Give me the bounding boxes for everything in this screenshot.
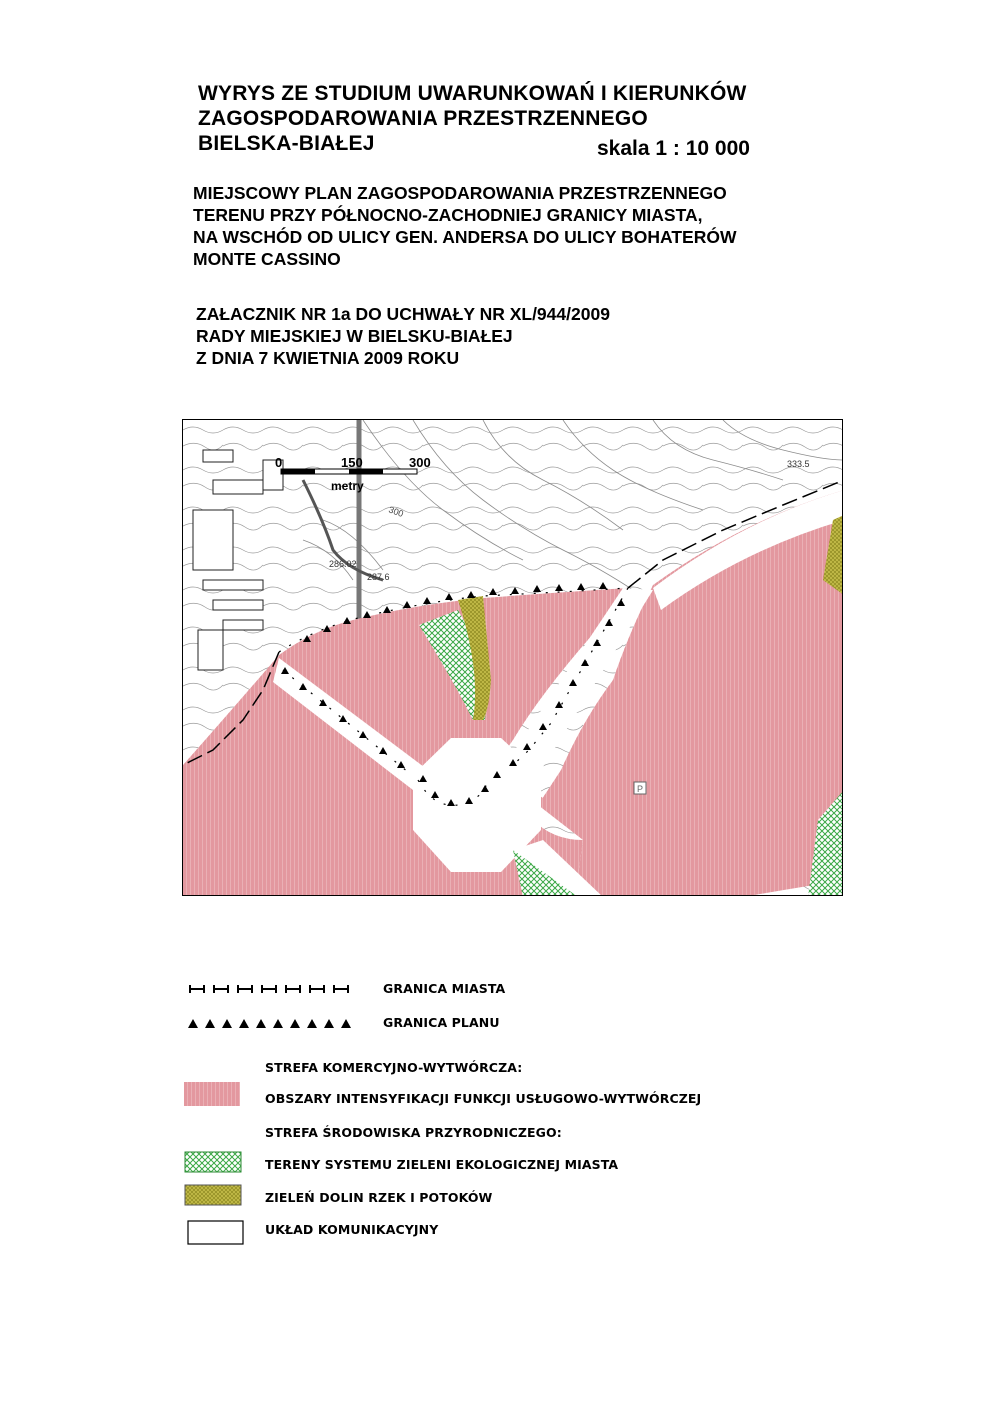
legend-road-system (184, 1219, 944, 1247)
river-green-swatch (184, 1184, 242, 1206)
plan-line-3: NA WSCHÓD OD ULICY GEN. ANDERSA DO ULICY BOHATERÓW (193, 227, 737, 247)
annex-line-3: Z DNIA 7 KWIETNIA 2009 ROKU (196, 348, 460, 368)
legend-label-commercial-area: OBSZARY INTENSYFIKACJI FUNKCJI USŁUGOWO-WYTWÓRCZEJ (265, 1091, 702, 1106)
city-boundary-symbol (184, 980, 354, 1000)
legend-heading-commercial-label: STREFA KOMERCYJNO-WYTWÓRCZA: (265, 1060, 523, 1075)
elevation-label-a: 286.02 (329, 559, 357, 569)
legend-label-road-system: UKŁAD KOMUNIKACYJNY (265, 1222, 439, 1237)
plan-line-4: MONTE CASSINO (193, 249, 341, 269)
annex-info (196, 303, 610, 369)
title-line-3: BIELSKA-BIAŁEJ (198, 132, 375, 155)
scale-tick-300: 300 (409, 455, 431, 470)
parking-letter: P (637, 784, 644, 794)
legend-eco-green (184, 1151, 944, 1179)
road-system-swatch (184, 1219, 246, 1247)
scale-unit: metry (331, 479, 364, 493)
legend-label-plan-boundary: GRANICA PLANU (383, 1015, 500, 1030)
map-scale-text: skala 1 : 10 000 (597, 137, 750, 160)
map-frame (182, 419, 843, 896)
plan-name (193, 182, 736, 270)
title-line-2: ZAGOSPODAROWANIA PRZESTRZENNEGO (198, 107, 648, 130)
legend-label-river-green: ZIELEŃ DOLIN RZEK I POTOKÓW (265, 1190, 493, 1205)
legend-city-boundary (184, 980, 944, 1008)
legend-label-city-boundary: GRANICA MIASTA (383, 981, 506, 996)
elevation-label-top: 333.5 (787, 459, 810, 469)
legend-river-green (184, 1184, 944, 1212)
eco-green-swatch (184, 1151, 242, 1173)
commercial-area-swatch (184, 1082, 240, 1106)
plan-line-1: MIEJSCOWY PLAN ZAGOSPODAROWANIA PRZESTRZENNEGO (193, 183, 727, 203)
scale-tick-150: 150 (341, 455, 363, 470)
plan-boundary-symbol (184, 1013, 364, 1033)
legend-plan-boundary (184, 1013, 944, 1041)
contour-label-300: 300 (387, 504, 405, 520)
legend-commercial-area (184, 1082, 944, 1110)
elevation-label-b: 287.6 (367, 572, 390, 582)
plan-line-2: TERENU PRZY PÓŁNOCNO-ZACHODNIEJ GRANICY MIASTA, (193, 205, 703, 225)
scale-tick-0: 0 (275, 455, 283, 470)
legend-label-eco-green: TERENY SYSTEMU ZIELENI EKOLOGICZNEJ MIASTA (265, 1157, 619, 1172)
title-line-1: WYRYS ZE STUDIUM UWARUNKOWAŃ I KIERUNKÓW (198, 82, 747, 105)
map-canvas (183, 420, 843, 896)
legend-heading-nature (184, 1125, 944, 1153)
annex-line-2: RADY MIEJSKIEJ W BIELSKU-BIAŁEJ (196, 326, 513, 346)
legend-heading-nature-label: STREFA ŚRODOWISKA PRZYRODNICZEGO: (265, 1125, 562, 1140)
annex-line-1: ZAŁACZNIK NR 1a DO UCHWAŁY NR XL/944/2009 (196, 304, 610, 324)
